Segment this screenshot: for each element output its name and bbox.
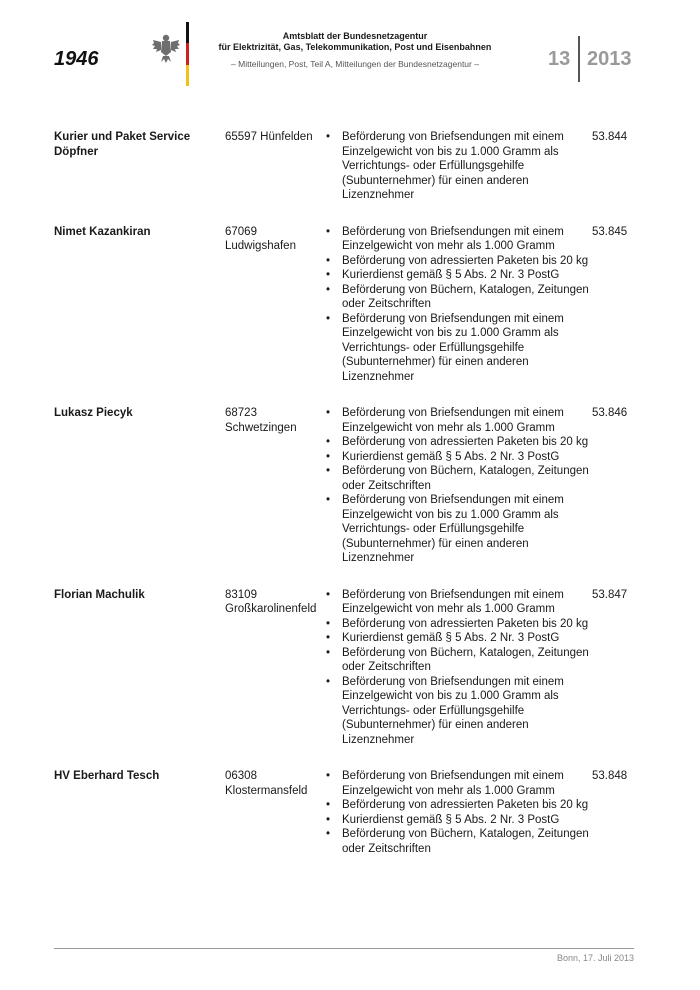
service-item — [326, 435, 592, 450]
service-item — [326, 646, 592, 675]
service-list — [326, 769, 592, 856]
footer-date: Bonn, 17. Juli 2013 — [556, 953, 634, 963]
bullet-icon: • — [326, 770, 331, 782]
bullet-icon: • — [326, 436, 331, 448]
service-text: Beförderung von Büchern, Katalogen, Zeitungen oder Zeitschriften — [342, 828, 589, 855]
bullet-icon: • — [326, 312, 331, 325]
service-item — [326, 631, 592, 646]
licensee-location: 67069 Ludwigshafen — [225, 225, 296, 252]
service-item — [326, 588, 592, 617]
bullet-icon: • — [326, 225, 331, 238]
service-text: Beförderung von Briefsendungen mit einem Einzelgewicht von mehr als 1.000 Gramm — [342, 588, 564, 615]
bullet-icon: • — [326, 828, 331, 840]
service-item — [326, 813, 592, 828]
service-text: Beförderung von Briefsendungen mit einem Einzelgewicht von mehr als 1.000 Gramm — [342, 225, 564, 252]
licensee-location: 68723 Schwetzingen — [225, 407, 297, 434]
bullet-icon: • — [326, 407, 331, 419]
service-item — [326, 312, 592, 385]
license-entry — [0, 130, 700, 203]
bullet-icon: • — [326, 632, 331, 644]
service-text: Beförderung von Büchern, Katalogen, Zeitungen oder Zeitschriften — [342, 283, 589, 310]
service-text: Beförderung von Büchern, Katalogen, Zeitungen oder Zeitschriften — [342, 646, 589, 673]
licensee-location: 06308 Klostermansfeld — [225, 770, 308, 797]
service-text: Beförderung von Briefsendungen mit einem Einzelgewicht von mehr als 1.000 Gramm — [342, 407, 564, 434]
bullet-icon: • — [326, 254, 331, 267]
issue-year: 2013 — [587, 48, 632, 70]
service-list — [326, 130, 592, 203]
flag-stripe-gold — [186, 65, 189, 86]
license-number: 53.846 — [592, 407, 628, 419]
service-text: Beförderung von Briefsendungen mit einem Einzelgewicht von bis zu 1.000 Gramm als Verrichtungs- oder Erfüllungsgehilfe (Subunternehmer) für einen anderen Lizenznehmer — [342, 494, 564, 564]
bullet-icon: • — [326, 813, 331, 826]
service-text: Kurierdienst gemäß § 5 Abs. 2 Nr. 3 PostG — [342, 813, 560, 826]
service-text: Kurierdienst gemäß § 5 Abs. 2 Nr. 3 PostG — [342, 632, 560, 644]
service-item — [326, 406, 592, 435]
licensee-name: Kurier und Paket Service Döpfner — [54, 131, 191, 158]
service-item — [326, 450, 592, 465]
bullet-icon: • — [326, 494, 331, 506]
license-list — [0, 130, 700, 878]
title-line-1: Amtsblatt der Bundesnetzagentur — [282, 31, 428, 41]
service-text: Beförderung von adressierten Paketen bis 20 kg — [342, 617, 589, 630]
license-entry — [0, 225, 700, 385]
license-number: 53.844 — [592, 131, 628, 143]
service-item — [326, 769, 592, 798]
page-number: 1946 — [54, 48, 99, 70]
service-text: Beförderung von Briefsendungen mit einem Einzelgewicht von mehr als 1.000 Gramm — [342, 770, 564, 797]
service-text: Beförderung von Briefsendungen mit einem Einzelgewicht von bis zu 1.000 Gramm als Verrichtungs- oder Erfüllungsgehilfe (Subunternehmer) für einen anderen Lizenznehmer — [342, 131, 564, 201]
service-text: Beförderung von adressierten Paketen bis 20 kg — [342, 436, 589, 448]
licensee-name: Florian Machulik — [54, 588, 145, 601]
license-entry — [0, 406, 700, 566]
service-text: Beförderung von Briefsendungen mit einem Einzelgewicht von bis zu 1.000 Gramm als Verrichtungs- oder Erfüllungsgehilfe (Subunternehmer) für einen anderen Lizenznehmer — [342, 675, 564, 746]
service-item — [326, 617, 592, 632]
issue-divider — [578, 36, 580, 82]
license-number: 53.848 — [592, 770, 628, 782]
flag-bar — [186, 22, 189, 86]
service-text: Beförderung von Büchern, Katalogen, Zeitungen oder Zeitschriften — [342, 465, 589, 492]
service-item — [326, 283, 592, 312]
bullet-icon: • — [326, 799, 331, 811]
service-item — [326, 268, 592, 283]
footer-divider — [54, 948, 634, 949]
license-number: 53.847 — [592, 588, 628, 601]
federal-eagle-icon — [152, 32, 180, 64]
service-list — [326, 225, 592, 385]
service-item — [326, 225, 592, 254]
service-item — [326, 827, 592, 856]
license-entry — [0, 769, 700, 856]
bullet-icon: • — [326, 283, 331, 296]
service-item — [326, 675, 592, 748]
license-entry — [0, 588, 700, 748]
flag-stripe-red — [186, 43, 189, 64]
service-text: Beförderung von adressierten Paketen bis 20 kg — [342, 254, 589, 267]
flag-stripe-black — [186, 22, 189, 43]
bullet-icon: • — [326, 131, 331, 143]
license-number: 53.845 — [592, 225, 628, 238]
bullet-icon: • — [326, 450, 331, 463]
licensee-location: 65597 Hünfelden — [225, 131, 313, 143]
bullet-icon: • — [326, 675, 331, 688]
bullet-icon: • — [326, 617, 331, 630]
publication-subtitle: – Mitteilungen, Post, Teil A, Mitteilungen der Bundesnetzagentur – — [231, 59, 479, 69]
service-text: Kurierdienst gemäß § 5 Abs. 2 Nr. 3 PostG — [342, 269, 560, 281]
service-item — [326, 798, 592, 813]
service-item — [326, 464, 592, 493]
title-line-2: für Elektrizität, Gas, Telekommunikation, Post und Eisenbahnen — [218, 42, 492, 52]
issue-number: 13 — [548, 48, 571, 70]
service-text: Kurierdienst gemäß § 5 Abs. 2 Nr. 3 PostG — [342, 450, 560, 463]
service-item — [326, 130, 592, 203]
bullet-icon: • — [326, 646, 331, 659]
service-list — [326, 406, 592, 566]
licensee-name: Lukasz Piecyk — [54, 407, 133, 419]
service-item — [326, 493, 592, 566]
publication-title — [200, 31, 510, 53]
licensee-name: Nimet Kazankiran — [54, 225, 151, 238]
bullet-icon: • — [326, 588, 331, 601]
service-text: Beförderung von adressierten Paketen bis 20 kg — [342, 799, 589, 811]
bullet-icon: • — [326, 465, 331, 477]
licensee-location: 83109 Großkarolinenfeld — [225, 588, 317, 615]
service-list — [326, 588, 592, 748]
licensee-name: HV Eberhard Tesch — [54, 770, 160, 782]
service-item — [326, 254, 592, 269]
service-text: Beförderung von Briefsendungen mit einem Einzelgewicht von bis zu 1.000 Gramm als Verrichtungs- oder Erfüllungsgehilfe (Subunternehmer) für einen anderen Lizenznehmer — [342, 312, 564, 383]
bullet-icon: • — [326, 269, 331, 281]
